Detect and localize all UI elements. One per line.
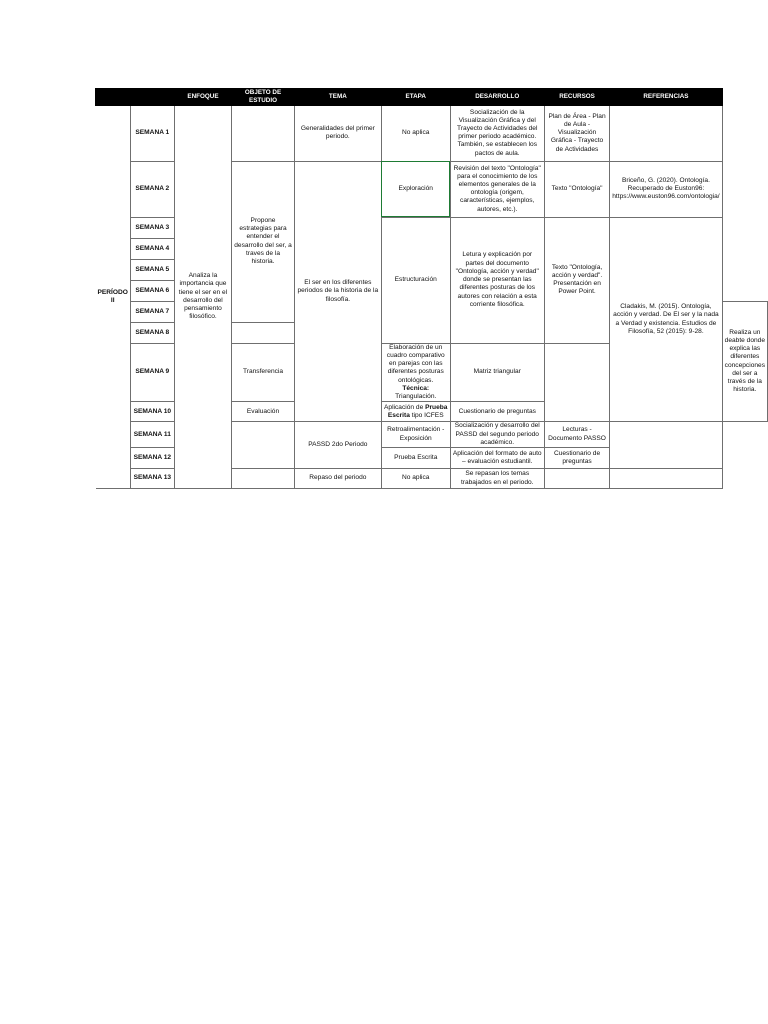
recursos-cell: Cuestionario de preguntas xyxy=(544,448,609,469)
desarrollo-tail: Triangulación. xyxy=(395,393,437,401)
referencias-cell-empty xyxy=(610,469,722,489)
week-label: SEMANA 8 xyxy=(130,322,174,343)
referencias-cell-empty xyxy=(610,422,722,469)
desarrollo-bold: Técnica: xyxy=(402,384,430,392)
header-recursos: RECURSOS xyxy=(544,89,609,106)
table-row xyxy=(96,105,768,161)
desarrollo-cell: Aplicación del formato de auto – evaluación estudiantil. xyxy=(450,448,544,469)
header-desarrollo: DESARROLLO xyxy=(450,89,544,106)
week-label: SEMANA 10 xyxy=(130,402,174,422)
header-referencias: REFERENCIAS xyxy=(610,89,722,106)
etapa-cell: No aplica xyxy=(381,469,450,489)
desarrollo-cell: Socialización de la Visualización Gráfica y del Trayecto de Actividades del primer periodo académico. También, se establecen los pactos de aula. xyxy=(450,105,544,161)
desarrollo-pre: Aplicación de xyxy=(384,403,426,411)
desarrollo-cell: Revisión del texto "Ontología" para el conocimiento de los elementos generales de la ontología (origem, características, ejemplos, autores, etc.). xyxy=(450,161,544,217)
etapa-cell: Estructuración xyxy=(381,217,450,343)
week-label: SEMANA 2 xyxy=(130,161,174,217)
week-label: SEMANA 9 xyxy=(130,343,174,402)
week-label: SEMANA 3 xyxy=(130,217,174,238)
week-label: SEMANA 12 xyxy=(130,448,174,469)
referencias-cell: Cladakis, M. (2015). Ontología, acción y verdad. De El ser y la nada a Verdad y existencia. Estudios de Filosofía, 52 (2015): 9-28. xyxy=(610,217,722,422)
desarrollo-cell: Socialización y desarrollo del PASSD del segundo periodo académico. xyxy=(450,422,544,448)
etapa-cell: No aplica xyxy=(381,105,450,161)
header-week xyxy=(130,89,174,106)
desarrollo-cell xyxy=(381,343,450,402)
desarrollo-post: tipo ICFES xyxy=(409,411,444,419)
header-etapa: ETAPA xyxy=(381,89,450,106)
header-corner xyxy=(96,89,131,106)
week-label: SEMANA 13 xyxy=(130,469,174,489)
week-label: SEMANA 5 xyxy=(130,259,174,280)
recursos-cell: Matriz triangular xyxy=(450,343,544,402)
header-tema: TEMA xyxy=(294,89,381,106)
enfoque-cell: Analiza la importancia que tiene el ser en el desarrollo del pensamiento filosófico. xyxy=(174,105,231,488)
header-objeto: OBJETO DE ESTUDIO xyxy=(232,89,295,106)
recursos-cell: Texto "Ontología" xyxy=(544,161,609,217)
etapa-cell: Transferencia xyxy=(232,343,295,402)
header-row xyxy=(96,89,768,106)
etapa-cell-selected[interactable]: Exploración xyxy=(381,161,450,217)
recursos-cell: Texto "Ontología, acción y verdad". Presentación en Power Point. xyxy=(544,217,609,343)
recursos-cell-empty xyxy=(544,469,609,489)
tema-cell: Generalidades del primer periodo. xyxy=(294,105,381,161)
tema-cell: PASSD 2do Periodo xyxy=(294,422,381,469)
objeto-cell: Realiza un deabte donde explica las diferentes concepciones del ser a través de la historia. xyxy=(722,301,767,422)
objeto-cell-empty xyxy=(232,105,295,161)
desarrollo-cell: Se repasan los temas trabajados en el periodo. xyxy=(450,469,544,489)
etapa-cell: Evaluación xyxy=(232,402,295,422)
desarrollo-cell xyxy=(381,402,450,422)
etapa-cell: Prueba Escrita xyxy=(381,448,450,469)
desarrollo-text: Elaboración de un cuadro comparativo en parejas con las diferentes posturas ontológicas. xyxy=(386,343,445,384)
week-label: SEMANA 4 xyxy=(130,238,174,259)
objeto-cell-empty xyxy=(232,422,295,469)
referencias-cell: Briceño, G. (2020). Ontología. Recuperado de Euston96: https://www.euston96.com/ontologia/ xyxy=(610,161,722,217)
week-label: SEMANA 6 xyxy=(130,280,174,301)
objeto-cell-empty xyxy=(232,469,295,489)
objeto-cell: Propone estrategias para entender el desarrollo del ser, a traves de la historia. xyxy=(232,161,295,322)
etapa-cell: Retroalimentación - Exposición xyxy=(381,422,450,448)
header-enfoque: ENFOQUE xyxy=(174,89,231,106)
recursos-cell: Plan de Área - Plan de Aula - Visualización Gráfica - Trayecto de Actividades xyxy=(544,105,609,161)
week-label: SEMANA 11 xyxy=(130,422,174,448)
recursos-cell: Lecturas - Documento PASSO xyxy=(544,422,609,448)
desarrollo-cell: Letura y explicación por partes del documento "Ontología, acción y verdad" donde se presentan las diferentes posturas de los autores con relación a esta corriente filosófica. xyxy=(450,217,544,343)
tema-cell: El ser en los diferentes periodos de la historia de la filosofía. xyxy=(294,161,381,422)
week-label: SEMANA 7 xyxy=(130,301,174,322)
lesson-plan-table xyxy=(95,88,768,489)
recursos-cell: Cuestionario de preguntas xyxy=(450,402,544,422)
tema-cell: Repaso del periodo xyxy=(294,469,381,489)
desarrollo-bold: Prueba Escrita xyxy=(387,403,448,419)
referencias-cell-empty xyxy=(610,105,722,161)
period-label: PERÍODO II xyxy=(96,105,131,488)
week-label: SEMANA 1 xyxy=(130,105,174,161)
